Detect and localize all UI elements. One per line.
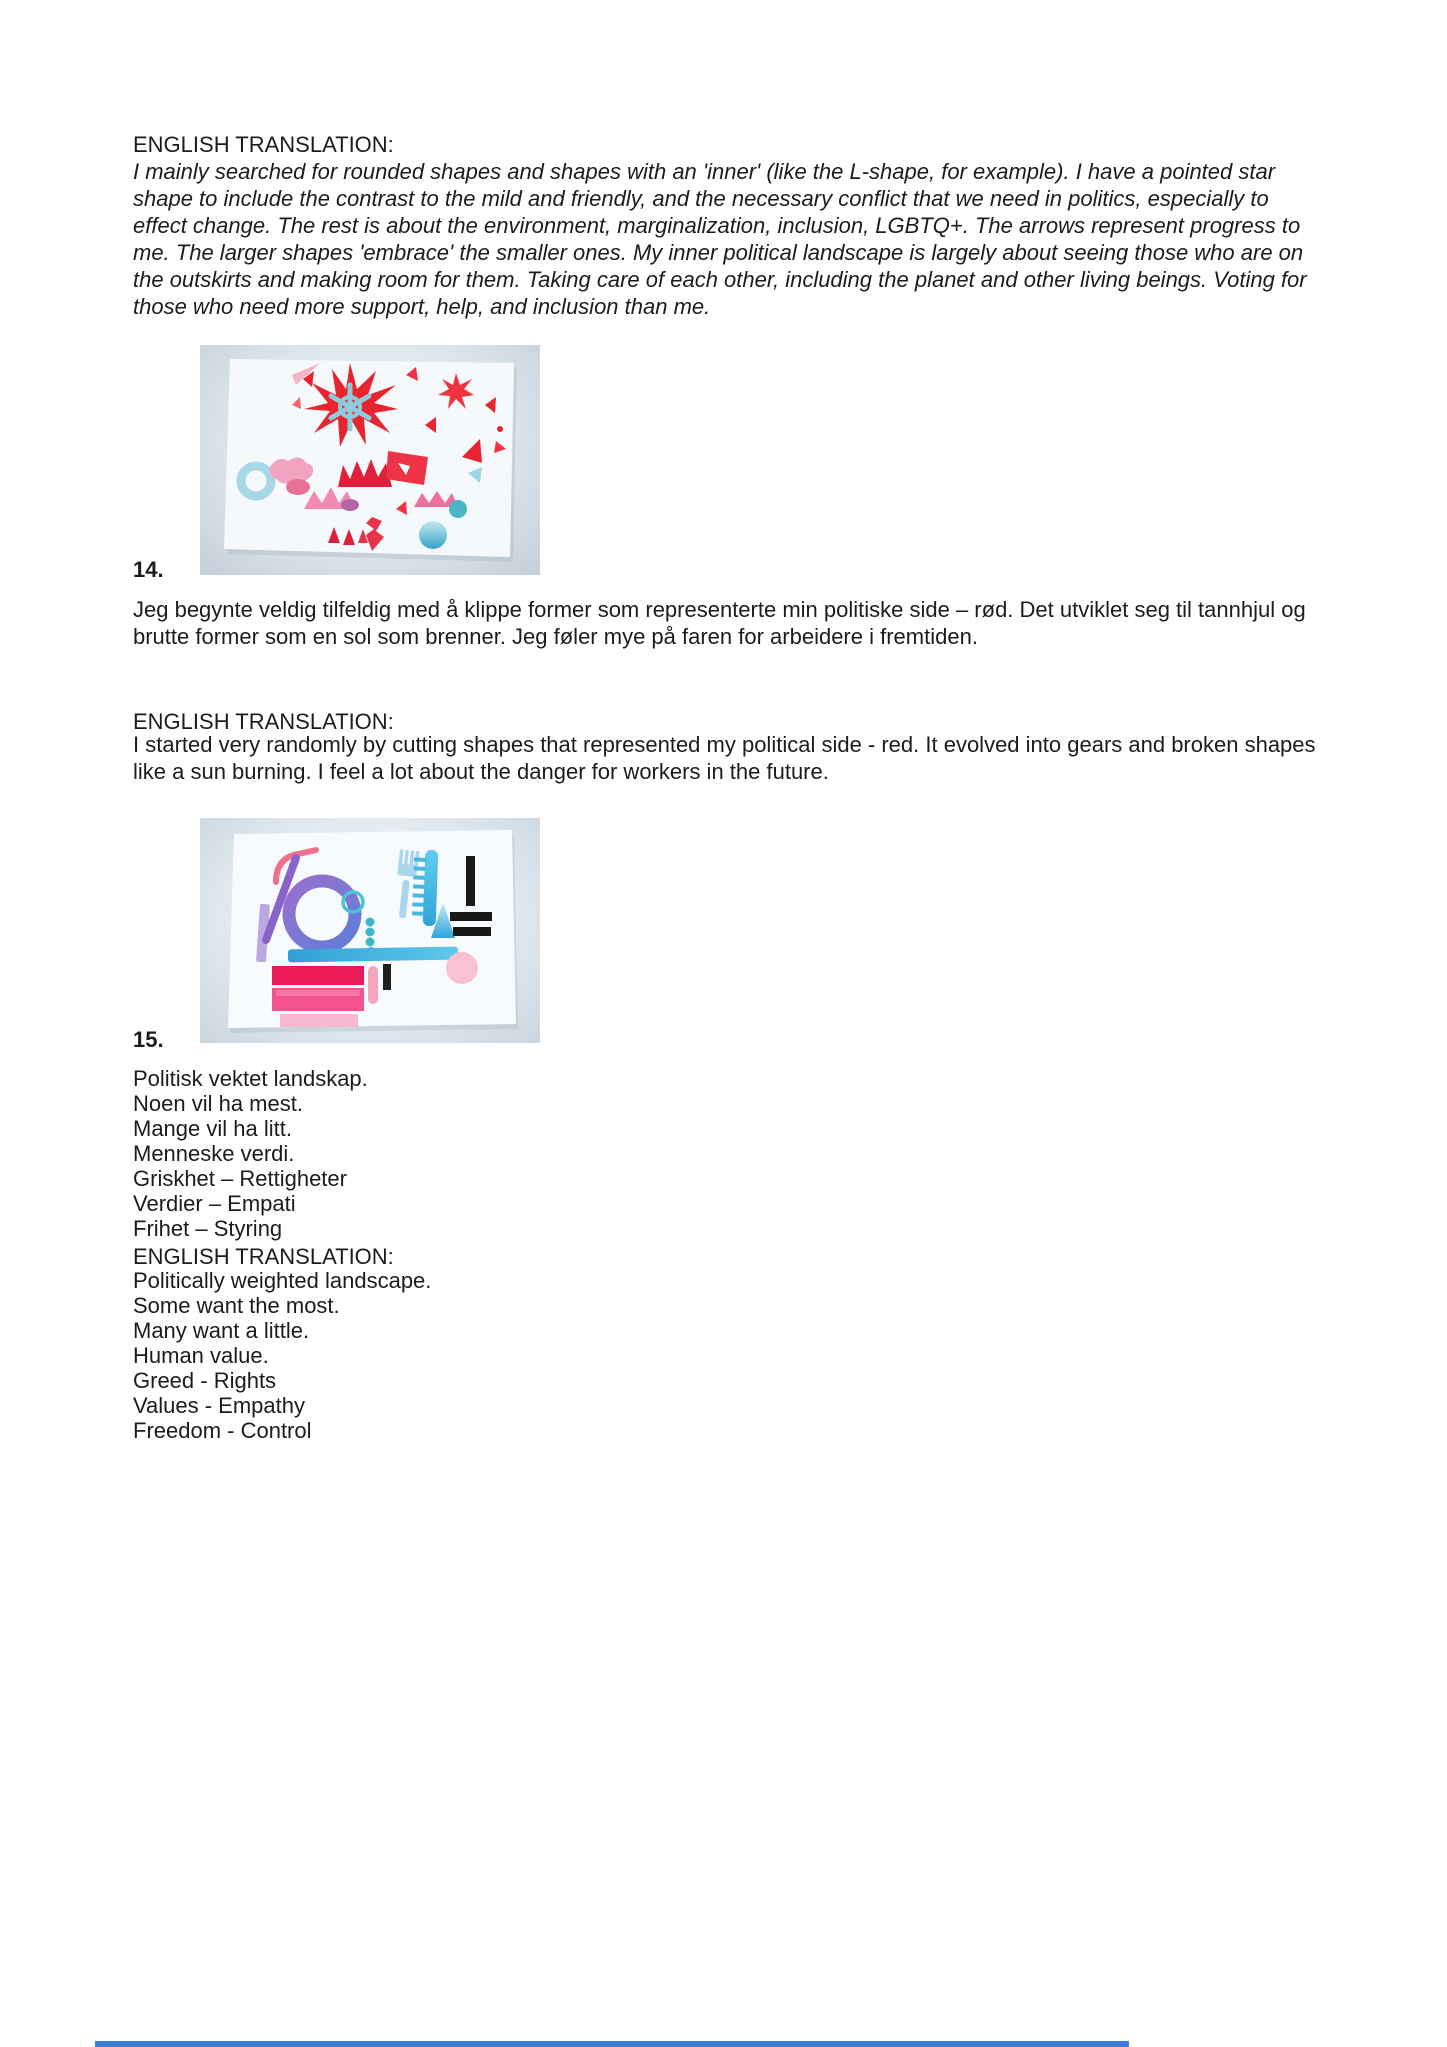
artwork-collage-14	[200, 345, 540, 575]
black-bar-horizontal	[453, 927, 491, 936]
translation-heading-14: ENGLISH TRANSLATION:	[133, 709, 394, 734]
text-line: Griskhet – Rettigheter	[133, 1166, 347, 1191]
translation-body-13: I mainly searched for rounded shapes and shapes with an 'inner' (like the L-shape, for example). I have a pointed star shape to include the contrast to the mild and friendly, and the necessary conflict that we need in politics, especially to effect change. The rest is about the environment, marginalization, inclusion, LGBTQ+. The arrows represent progress to me. The larger shapes 'embrace' the smaller ones. My inner political landscape is largely about seeing those who are on the outskirts and making room for them. Taking care of each other, including the planet and other living beings. Voting for those who need more support, help, and inclusion than me.	[133, 159, 1307, 319]
black-bar-vertical	[466, 856, 475, 906]
blue-comb-shape	[412, 849, 439, 926]
black-bar-small	[383, 964, 391, 990]
photo-background	[200, 345, 540, 575]
text-line: Values - Empathy	[133, 1393, 306, 1418]
text-line: Verdier – Empati	[133, 1191, 296, 1216]
photo-background	[200, 818, 540, 1043]
blue-gradient-circle	[419, 521, 447, 549]
artwork-collage-15	[200, 818, 540, 1043]
text-line: Politically weighted landscape.	[133, 1268, 432, 1293]
norwegian-text-14: Jeg begynte veldig tilfeldig med å klippe former som representerte min politiske side – rød. Det utviklet seg til tannhjul og brutte former som en sol som brenner. Jeg føler mye på faren for arbeidere i fremtiden.	[133, 597, 1306, 649]
artwork-photo-14	[200, 345, 540, 575]
text-line: Mange vil ha litt.	[133, 1116, 292, 1141]
text-line: Many want a little.	[133, 1318, 310, 1343]
figure-number-14: 14.	[133, 557, 164, 582]
figure-number-15: 15.	[133, 1027, 164, 1052]
english-text-14: I started very randomly by cutting shapes that represented my political side - red. It evolved into gears and broken shapes like a sun burning. I feel a lot about the danger for workers in the future.	[133, 732, 1316, 784]
translation-heading-15: ENGLISH TRANSLATION:	[133, 1244, 394, 1269]
text-line: Frihet – Styring	[133, 1216, 283, 1241]
pink-streak	[276, 990, 360, 996]
purple-blob-shape	[341, 499, 359, 511]
text-line: Noen vil ha mest.	[133, 1091, 303, 1116]
text-line: Some want the most.	[133, 1293, 340, 1318]
translation-heading-13: ENGLISH TRANSLATION:	[133, 132, 394, 157]
pink-circle-shape	[446, 952, 478, 984]
artwork-photo-15	[200, 818, 540, 1043]
crimson-rect-shape	[272, 966, 364, 985]
norwegian-lines-15	[133, 1066, 1319, 1241]
pink-stick-shape	[368, 966, 378, 1004]
text-line: Freedom - Control	[133, 1418, 312, 1443]
text-line: Politisk vektet landskap.	[133, 1066, 368, 1091]
black-bar-horizontal	[450, 912, 492, 921]
cropped-next-image-edge	[95, 2041, 1129, 2047]
text-line: Menneske verdi.	[133, 1141, 295, 1166]
rose-blob-shape	[286, 479, 310, 495]
red-dot	[497, 426, 503, 432]
english-lines-15	[133, 1268, 1319, 1443]
text-line: Greed - Rights	[133, 1368, 277, 1393]
text-line: Human value.	[133, 1343, 269, 1368]
teal-circle	[449, 500, 467, 518]
